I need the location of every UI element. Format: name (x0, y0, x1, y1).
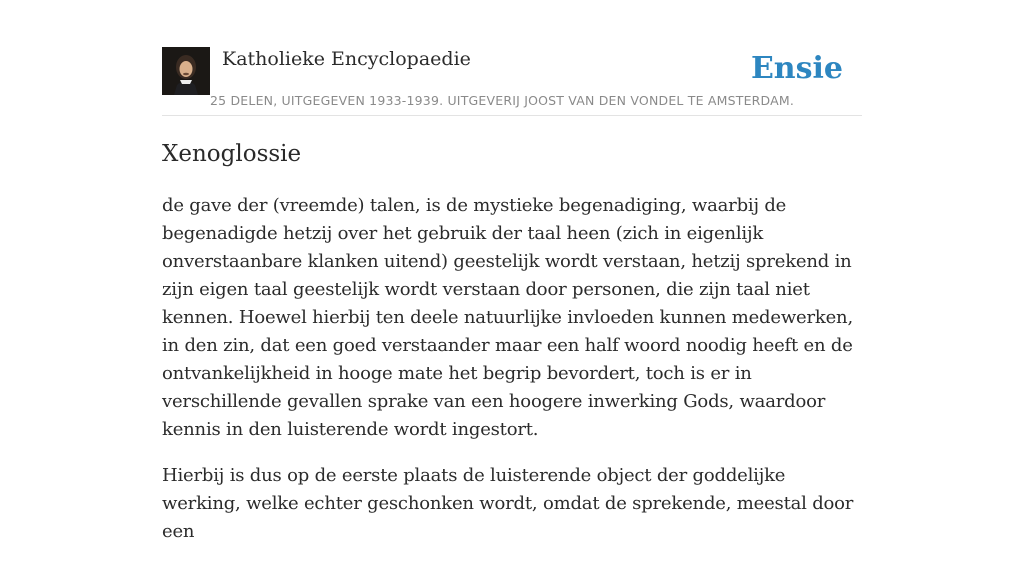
portrait-icon (162, 47, 210, 95)
publication-subtitle: 25 DELEN, UITGEGEVEN 1933-1939. UITGEVERIJ JOOST VAN DEN VONDEL TE AMSTERDAM. (210, 93, 795, 108)
brand-logo[interactable]: Ensie (750, 51, 843, 86)
publication-title[interactable]: Katholieke Encyclopaedie (222, 48, 471, 70)
article-paragraph: de gave der (vreemde) talen, is de mystieke begenadiging, waarbij de begenadigde hetzij over het gebruik der taal heen (zich in eigenlijk onverstaanbare klanken uitend) geestelijk wordt verstaan, hetzij sprekend in zijn eigen taal geestelijk wordt verstaan door personen, die zijn taal niet kennen. Hoewel hierbij ten deele natuurlijke invloeden kunnen medewerken, in den zin, dat een goed verstaander maar een half woord noodig heeft en de ontvankelijkheid in hooge mate het begrip bevordert, toch is er in verschillende gevallen sprake van een hoogere inwerking Gods, waardoor kennis in den luisterende wordt ingestort. (162, 195, 853, 440)
header-divider (162, 115, 862, 116)
article-body (162, 192, 862, 564)
article-title: Xenoglossie (162, 141, 302, 167)
publication-avatar[interactable] (162, 47, 210, 95)
publication-header (162, 46, 862, 116)
article-paragraph: Hierbij is dus op de eerste plaats de luisterende object der goddelijke werking, welke echter geschonken wordt, omdat de sprekende, meestal door een (162, 465, 854, 542)
